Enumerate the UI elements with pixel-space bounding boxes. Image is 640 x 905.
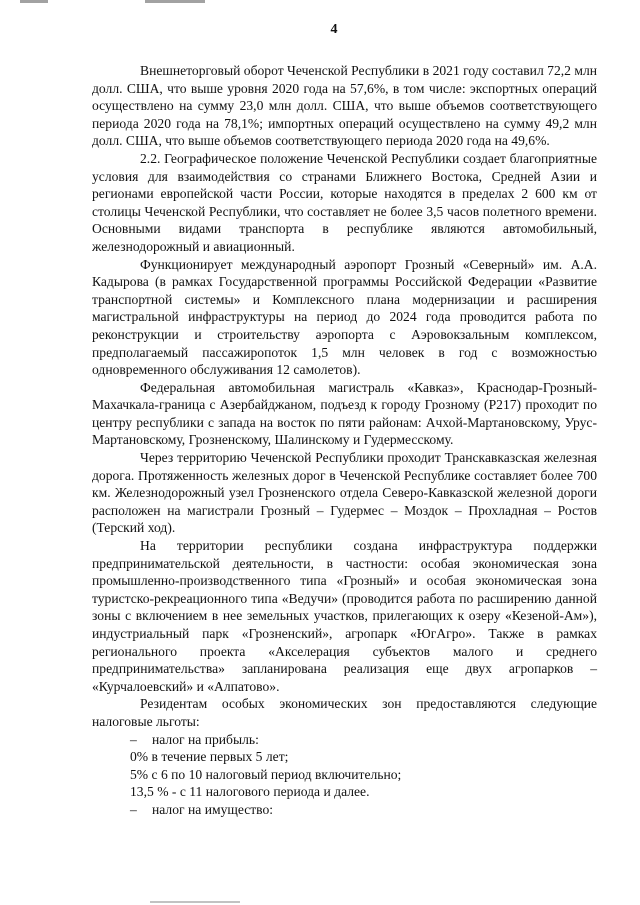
scan-artifact — [20, 0, 48, 3]
paragraph-geography: 2.2. Географическое положение Чеченской Республики создает благоприятные условия для взаимодействия со странами Ближнего Востока, Средней Азии и регионами европейской части России, которые находятся в пределах 2 600 км от столицы Чеченской Республики, что составляет не более 3,5 часов полетного времени. Основными видами транспорта в республике являются автомобильный, железнодорожный и авиационный. — [92, 150, 597, 254]
list-item-property-tax — [92, 801, 597, 819]
paragraph-tax-benefits: Резидентам особых экономических зон предоставляются следующие налоговые льготы: — [92, 696, 597, 729]
property-tax-label: налог на имущество: — [152, 801, 274, 817]
paragraph-airport: Функционирует международный аэропорт Грозный «Северный» им. А.А. Кадырова (в рамках Государственной программы Российской Федерации «Развитие транспортной системы» и Комплексного плана модернизации и расширения магистральной инфраструктуры на период до 2024 года проводится работа по реконструкции и строительству аэропорта с Аэровокзальным комплексом, предполагаемый пассажиропоток 1,5 млн человек в год с возможностью одновременного обслуживания 12 самолетов). — [92, 256, 597, 378]
profit-tax-label: налог на прибыль: — [152, 731, 259, 747]
scan-artifact — [145, 0, 205, 3]
paragraph-foreign-trade: Внешнеторговый оборот Чеченской Республики в 2021 году составил 72,2 млн долл. США, что выше уровня 2020 года на 57,6%, в том числе: экспортных операций осуществлено на сумму 23,0 млн долл. США, что выше объемов соответствующего периода 2020 года на 78,1%; импортных операций осуществлено на сумму 49,2 млн долл. США, что выше объемов соответствующего периода 2020 года на 49,6%. — [92, 63, 597, 149]
paragraph-infrastructure: На территории республики создана инфраструктура поддержки предпринимательской деятельности, в частности: особая экономическая зона промышленно-производственного типа «Грозный» и особая экономическая зона туристско-рекреационного типа «Ведучи» (проводится работа по расширению данной зоны с включением в нее земельных участков, прилегающих к озеру «Кезеной-Ам»), индустриальный парк «Грозненский», агропарк «ЮгАгро». Также в рамках регионального проекта «Акселерация субъектов малого и среднего предпринимательства» запланирована реализация еще двух агропарков – «Курчалоевский» и «Алпатово». — [92, 538, 597, 694]
paragraph-railway: Через территорию Чеченской Республики проходит Транскавказская железная дорога. Протяженность железных дорог в Чеченской Республике составляет более 700 км. Железнодорожный узел Грозненского отдела Северо-Кавказской железной дороги расположен на магистрали Грозный – Гудермес – Моздок – Прохладная – Ростов (Терский ход). — [92, 450, 597, 536]
list-item-profit-tax — [92, 731, 597, 749]
document-body — [92, 62, 597, 819]
dash-marker: – — [130, 801, 137, 817]
list-item: 0% в течение первых 5 лет; — [130, 749, 289, 765]
page-number: 4 — [330, 22, 338, 37]
paragraph-highway: Федеральная автомобильная магистраль «Кавказ», Краснодар-Грозный-Махачкала-граница с Азербайджаном, подъезд к городу Грозному (Р217) проходит по центру республики с запада на восток по пяти районам: Ачхой-Мартановскому, Урус-Мартановскому, Грозненскому, Шалинскому и Гудермесскому. — [92, 379, 597, 448]
dash-marker: – — [130, 731, 137, 747]
list-item: 5% с 6 по 10 налоговый период включительно; — [130, 766, 402, 782]
scan-artifact — [150, 901, 240, 903]
list-item: 13,5 % - с 11 налогового периода и далее. — [130, 784, 370, 800]
